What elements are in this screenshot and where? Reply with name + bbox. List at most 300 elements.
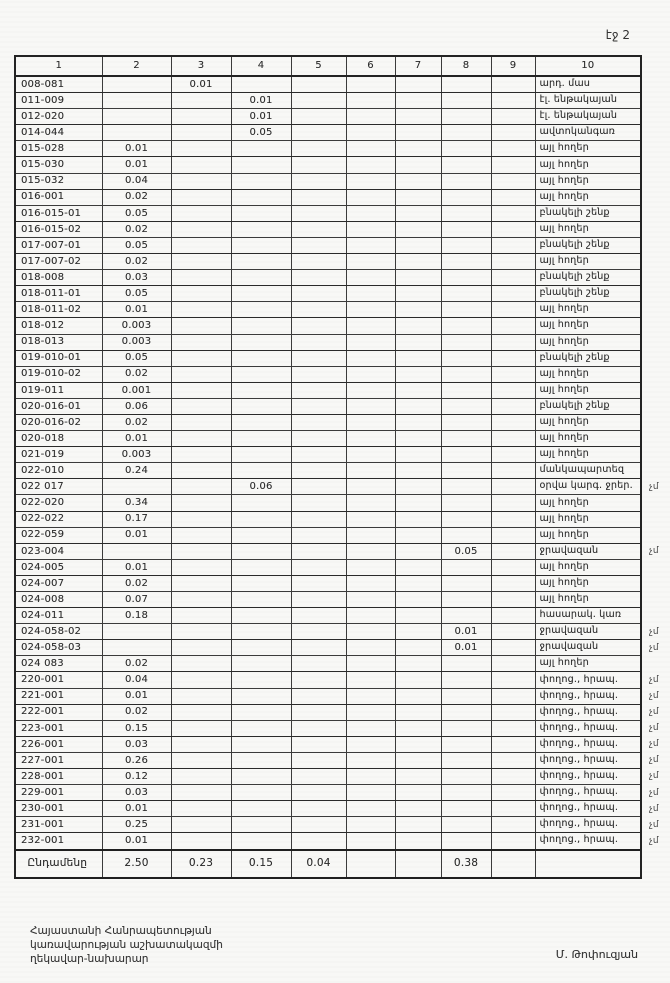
- value-cell: [171, 125, 231, 141]
- margin-note: չմ: [649, 755, 659, 766]
- value-cell: [346, 157, 395, 173]
- table-row: [15, 221, 667, 237]
- value-cell: 0.01: [102, 302, 171, 318]
- margin-note: [641, 592, 667, 608]
- margin-note: [641, 157, 667, 173]
- value-cell: [346, 237, 395, 253]
- value-cell: [395, 833, 441, 850]
- value-cell: 0.25: [102, 817, 171, 833]
- value-cell: [395, 543, 441, 559]
- value-cell: [395, 286, 441, 302]
- value-cell: [291, 624, 346, 640]
- value-cell: [491, 463, 535, 479]
- land-use-cell: բնակելի շենք: [535, 237, 641, 253]
- parcel-code-cell: 017-007-02: [15, 254, 102, 270]
- parcel-code-cell: 231-001: [15, 817, 102, 833]
- value-cell: [346, 817, 395, 833]
- margin-note: [641, 109, 667, 125]
- margin-note: չմ: [649, 723, 659, 734]
- parcel-code-cell: 221-001: [15, 688, 102, 704]
- value-cell: [291, 769, 346, 785]
- value-cell: [291, 575, 346, 591]
- value-cell: [491, 157, 535, 173]
- margin-note: [641, 286, 667, 302]
- value-cell: [346, 109, 395, 125]
- parcel-code-cell: 024 083: [15, 656, 102, 672]
- table-row: [15, 237, 667, 253]
- value-cell: 0.01: [102, 141, 171, 157]
- margin-note: [641, 93, 667, 109]
- value-cell: [346, 640, 395, 656]
- value-cell: [395, 817, 441, 833]
- table-row: [15, 785, 667, 801]
- value-cell: [395, 366, 441, 382]
- value-cell: [346, 720, 395, 736]
- margin-note: [641, 221, 667, 237]
- value-cell: [171, 286, 231, 302]
- land-use-cell: այլ հողեր: [535, 592, 641, 608]
- value-cell: [346, 769, 395, 785]
- value-cell: [231, 527, 291, 543]
- margin-note: [641, 76, 667, 93]
- value-cell: [231, 237, 291, 253]
- value-cell: [291, 736, 346, 752]
- value-cell: [395, 221, 441, 237]
- value-cell: [441, 447, 491, 463]
- value-cell: [171, 157, 231, 173]
- value-cell: [395, 141, 441, 157]
- land-use-cell: այլ հողեր: [535, 382, 641, 398]
- value-cell: [491, 704, 535, 720]
- margin-note: [641, 189, 667, 205]
- value-cell: [291, 720, 346, 736]
- land-use-cell: փողոց., հրապ.: [535, 769, 641, 785]
- value-cell: [171, 640, 231, 656]
- value-cell: [346, 672, 395, 688]
- value-cell: 0.03: [102, 270, 171, 286]
- value-cell: [491, 511, 535, 527]
- value-cell: [291, 511, 346, 527]
- value-cell: [171, 801, 231, 817]
- land-use-cell: այլ հողեր: [535, 495, 641, 511]
- value-cell: [346, 334, 395, 350]
- value-cell: [491, 543, 535, 559]
- margin-note: [641, 431, 667, 447]
- value-cell: [346, 318, 395, 334]
- value-cell: [346, 189, 395, 205]
- value-cell: [171, 447, 231, 463]
- table-row: [15, 382, 667, 398]
- totals-value-cell: [535, 850, 641, 878]
- value-cell: 0.03: [102, 785, 171, 801]
- land-use-cell: ջրավազան: [535, 543, 641, 559]
- margin-note: չմ: [649, 707, 659, 718]
- table-row: [15, 463, 667, 479]
- value-cell: [346, 270, 395, 286]
- table-row: [15, 592, 667, 608]
- table-row: [15, 76, 667, 93]
- value-cell: [231, 688, 291, 704]
- value-cell: [171, 221, 231, 237]
- table-row: [15, 656, 667, 672]
- value-cell: [291, 414, 346, 430]
- value-cell: [491, 366, 535, 382]
- land-use-cell: արդ. մաս: [535, 76, 641, 93]
- value-cell: [346, 656, 395, 672]
- value-cell: [291, 543, 346, 559]
- totals-value-cell: 0.38: [441, 850, 491, 878]
- parcel-code-cell: 023-004: [15, 543, 102, 559]
- totals-value-cell: 0.04: [291, 850, 346, 878]
- value-cell: [491, 109, 535, 125]
- value-cell: [441, 109, 491, 125]
- parcel-code-cell: 008-081: [15, 76, 102, 93]
- margin-note: [641, 334, 667, 350]
- value-cell: [346, 431, 395, 447]
- value-cell: [171, 656, 231, 672]
- value-cell: [291, 527, 346, 543]
- value-cell: [171, 495, 231, 511]
- table-row: [15, 559, 667, 575]
- value-cell: [441, 205, 491, 221]
- margin-note: [641, 56, 667, 76]
- value-cell: [291, 785, 346, 801]
- land-use-cell: այլ հողեր: [535, 318, 641, 334]
- table-row: [15, 511, 667, 527]
- value-cell: [441, 704, 491, 720]
- value-cell: [491, 833, 535, 850]
- land-use-cell: այլ հողեր: [535, 173, 641, 189]
- value-cell: [231, 189, 291, 205]
- value-cell: [231, 173, 291, 189]
- value-cell: 0.02: [102, 189, 171, 205]
- value-cell: [395, 640, 441, 656]
- value-cell: [491, 495, 535, 511]
- value-cell: 0.01: [102, 431, 171, 447]
- signature-name: Մ. Թոփուզյան: [555, 948, 638, 961]
- margin-note: չմ: [649, 690, 659, 701]
- table-row: [15, 704, 667, 720]
- parcel-code-cell: 016-001: [15, 189, 102, 205]
- value-cell: [291, 704, 346, 720]
- value-cell: [491, 270, 535, 286]
- column-header: 5: [291, 56, 346, 76]
- value-cell: [441, 769, 491, 785]
- parcel-code-cell: 021-019: [15, 447, 102, 463]
- value-cell: [395, 575, 441, 591]
- value-cell: [291, 447, 346, 463]
- value-cell: [171, 817, 231, 833]
- value-cell: [441, 93, 491, 109]
- value-cell: [395, 157, 441, 173]
- value-cell: [291, 817, 346, 833]
- table-row: [15, 286, 667, 302]
- value-cell: [346, 592, 395, 608]
- table-row: [15, 833, 667, 850]
- table-row: [15, 575, 667, 591]
- parcel-code-cell: 223-001: [15, 720, 102, 736]
- land-use-cell: այլ հողեր: [535, 366, 641, 382]
- value-cell: [491, 382, 535, 398]
- value-cell: [395, 334, 441, 350]
- value-cell: [441, 801, 491, 817]
- margin-note: չմ: [649, 642, 659, 653]
- value-cell: [441, 237, 491, 253]
- value-cell: [171, 173, 231, 189]
- value-cell: [491, 817, 535, 833]
- totals-value-cell: 0.23: [171, 850, 231, 878]
- margin-note: [641, 270, 667, 286]
- table-row: [15, 736, 667, 752]
- value-cell: [491, 559, 535, 575]
- value-cell: [291, 350, 346, 366]
- margin-note: [641, 608, 667, 624]
- value-cell: [441, 173, 491, 189]
- margin-note: չմ: [649, 481, 659, 492]
- value-cell: 0.02: [102, 254, 171, 270]
- value-cell: [395, 672, 441, 688]
- value-cell: [441, 366, 491, 382]
- land-use-cell: այլ հողեր: [535, 221, 641, 237]
- value-cell: [441, 350, 491, 366]
- margin-note: [641, 463, 667, 479]
- value-cell: [231, 785, 291, 801]
- parcel-code-cell: 220-001: [15, 672, 102, 688]
- value-cell: [346, 624, 395, 640]
- value-cell: [291, 495, 346, 511]
- land-use-cell: փողոց., հրապ.: [535, 785, 641, 801]
- parcel-code-cell: 024-007: [15, 575, 102, 591]
- value-cell: [441, 575, 491, 591]
- value-cell: [491, 592, 535, 608]
- value-cell: [231, 833, 291, 850]
- totals-value-cell: [395, 850, 441, 878]
- parcel-code-cell: 024-058-02: [15, 624, 102, 640]
- totals-label-cell: Ընդամենը: [15, 850, 102, 878]
- land-use-cell: այլ հողեր: [535, 447, 641, 463]
- land-use-cell: փողոց., հրապ.: [535, 688, 641, 704]
- value-cell: [231, 286, 291, 302]
- value-cell: [231, 720, 291, 736]
- value-cell: [231, 463, 291, 479]
- value-cell: [346, 205, 395, 221]
- value-cell: [441, 334, 491, 350]
- margin-note: [641, 237, 667, 253]
- value-cell: [491, 398, 535, 414]
- parcel-code-cell: 232-001: [15, 833, 102, 850]
- value-cell: [491, 688, 535, 704]
- value-cell: 0.02: [102, 656, 171, 672]
- value-cell: 0.01: [231, 93, 291, 109]
- value-cell: [171, 769, 231, 785]
- value-cell: [441, 817, 491, 833]
- value-cell: [346, 382, 395, 398]
- table-row: [15, 398, 667, 414]
- land-use-cell: ջրավազան: [535, 640, 641, 656]
- value-cell: [171, 704, 231, 720]
- table-row: [15, 801, 667, 817]
- parcel-code-cell: 018-008: [15, 270, 102, 286]
- value-cell: [395, 720, 441, 736]
- value-cell: [291, 141, 346, 157]
- land-use-cell: բնակելի շենք: [535, 205, 641, 221]
- value-cell: [395, 608, 441, 624]
- margin-note: չմ: [649, 739, 659, 750]
- value-cell: [395, 173, 441, 189]
- value-cell: [171, 382, 231, 398]
- value-cell: [231, 769, 291, 785]
- value-cell: [291, 382, 346, 398]
- margin-note: [641, 559, 667, 575]
- table-row: [15, 254, 667, 270]
- value-cell: [441, 479, 491, 495]
- value-cell: [171, 189, 231, 205]
- parcel-code-cell: 226-001: [15, 736, 102, 752]
- value-cell: 0.01: [102, 559, 171, 575]
- value-cell: [171, 736, 231, 752]
- value-cell: 0.05: [102, 237, 171, 253]
- value-cell: 0.01: [102, 157, 171, 173]
- table-row: [15, 624, 667, 640]
- margin-note: [641, 350, 667, 366]
- value-cell: [491, 221, 535, 237]
- value-cell: [491, 125, 535, 141]
- value-cell: [346, 688, 395, 704]
- value-cell: [491, 318, 535, 334]
- value-cell: [491, 334, 535, 350]
- land-use-cell: հասարակ. կառ: [535, 608, 641, 624]
- value-cell: 0.26: [102, 752, 171, 768]
- value-cell: [491, 656, 535, 672]
- value-cell: [491, 254, 535, 270]
- value-cell: [171, 527, 231, 543]
- margin-note: [641, 141, 667, 157]
- value-cell: [231, 704, 291, 720]
- value-cell: [441, 189, 491, 205]
- land-use-cell: այլ հողեր: [535, 559, 641, 575]
- value-cell: [346, 608, 395, 624]
- value-cell: [231, 559, 291, 575]
- value-cell: [395, 656, 441, 672]
- parcel-code-cell: 024-058-03: [15, 640, 102, 656]
- footer-block: [30, 924, 223, 966]
- header-row: [15, 56, 667, 76]
- value-cell: [171, 720, 231, 736]
- parcel-code-cell: 229-001: [15, 785, 102, 801]
- value-cell: [231, 752, 291, 768]
- value-cell: [171, 592, 231, 608]
- value-cell: [171, 366, 231, 382]
- totals-value-cell: [491, 850, 535, 878]
- value-cell: 0.003: [102, 318, 171, 334]
- margin-note: չմ: [649, 836, 659, 847]
- parcel-code-cell: 020-016-02: [15, 414, 102, 430]
- value-cell: [171, 785, 231, 801]
- value-cell: [291, 286, 346, 302]
- value-cell: [441, 785, 491, 801]
- margin-note: [641, 398, 667, 414]
- value-cell: [491, 431, 535, 447]
- value-cell: [346, 350, 395, 366]
- value-cell: 0.01: [102, 833, 171, 850]
- land-use-cell: փողոց., հրապ.: [535, 720, 641, 736]
- value-cell: [346, 173, 395, 189]
- value-cell: [231, 334, 291, 350]
- value-cell: [441, 720, 491, 736]
- value-cell: [291, 125, 346, 141]
- value-cell: [171, 624, 231, 640]
- land-use-cell: բնակելի շենք: [535, 270, 641, 286]
- value-cell: [491, 414, 535, 430]
- value-cell: [395, 559, 441, 575]
- value-cell: 0.04: [102, 173, 171, 189]
- value-cell: [291, 205, 346, 221]
- value-cell: [395, 704, 441, 720]
- parcel-code-cell: 011-009: [15, 93, 102, 109]
- value-cell: [441, 76, 491, 93]
- value-cell: [441, 672, 491, 688]
- value-cell: [395, 76, 441, 93]
- value-cell: [441, 270, 491, 286]
- value-cell: 0.07: [102, 592, 171, 608]
- table-row: [15, 318, 667, 334]
- value-cell: 0.003: [102, 447, 171, 463]
- land-use-cell: մանկապարտեզ: [535, 463, 641, 479]
- value-cell: [102, 109, 171, 125]
- value-cell: [231, 431, 291, 447]
- value-cell: [231, 656, 291, 672]
- value-cell: [441, 688, 491, 704]
- value-cell: [231, 221, 291, 237]
- value-cell: [395, 463, 441, 479]
- value-cell: [441, 221, 491, 237]
- value-cell: [291, 463, 346, 479]
- totals-value-cell: [346, 850, 395, 878]
- column-header: 7: [395, 56, 441, 76]
- land-use-cell: այլ հողեր: [535, 575, 641, 591]
- value-cell: [395, 270, 441, 286]
- page-number-label: էջ 2: [605, 28, 630, 42]
- value-cell: [171, 237, 231, 253]
- value-cell: [231, 398, 291, 414]
- value-cell: [491, 785, 535, 801]
- value-cell: 0.24: [102, 463, 171, 479]
- value-cell: [346, 286, 395, 302]
- value-cell: [346, 704, 395, 720]
- value-cell: [395, 785, 441, 801]
- value-cell: [231, 382, 291, 398]
- value-cell: [231, 350, 291, 366]
- value-cell: [395, 109, 441, 125]
- value-cell: [346, 575, 395, 591]
- value-cell: 0.17: [102, 511, 171, 527]
- value-cell: [231, 366, 291, 382]
- value-cell: [395, 479, 441, 495]
- value-cell: [171, 479, 231, 495]
- value-cell: [231, 270, 291, 286]
- value-cell: [441, 463, 491, 479]
- parcel-code-cell: 222-001: [15, 704, 102, 720]
- value-cell: [491, 752, 535, 768]
- land-use-cell: օրվա կարգ. ջրեր.: [535, 479, 641, 495]
- column-header: 4: [231, 56, 291, 76]
- value-cell: 0.05: [102, 205, 171, 221]
- value-cell: [441, 141, 491, 157]
- value-cell: [291, 688, 346, 704]
- value-cell: [491, 640, 535, 656]
- table-row: [15, 769, 667, 785]
- value-cell: [346, 141, 395, 157]
